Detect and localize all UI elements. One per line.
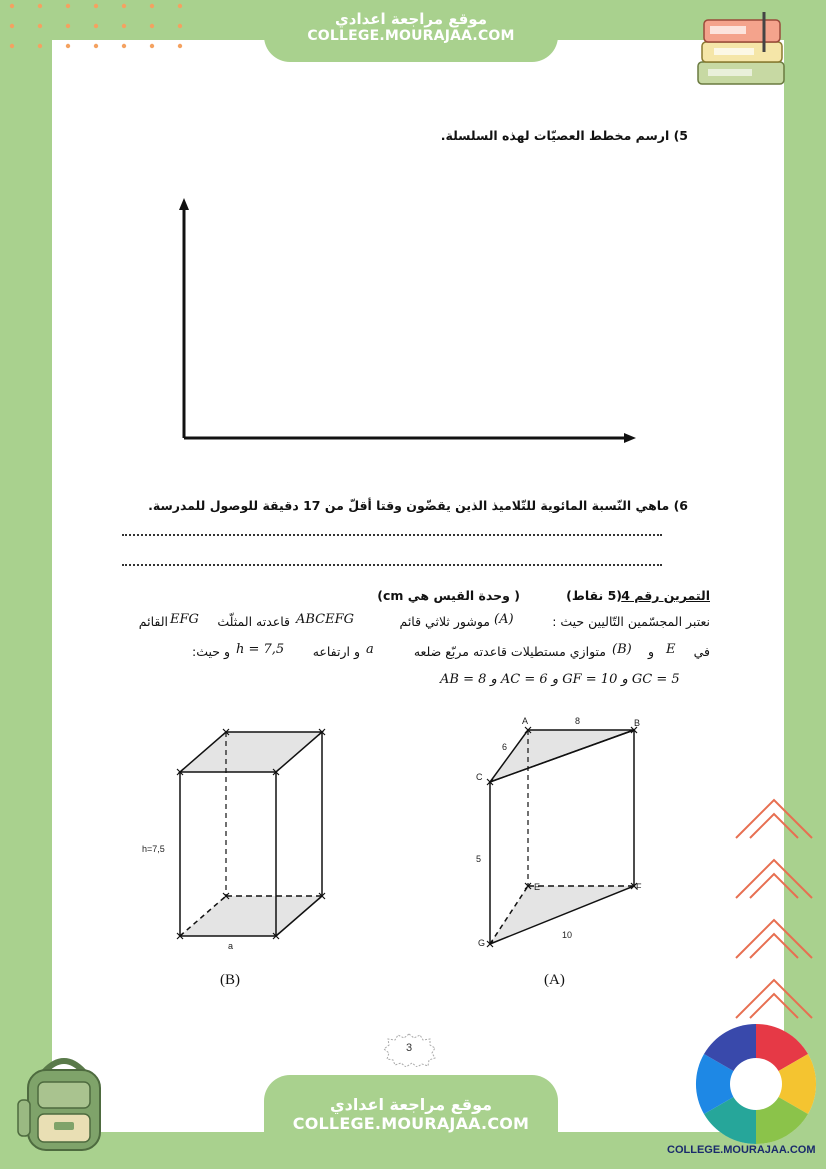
exercise-4-points: (5 نقاط) bbox=[566, 588, 622, 603]
vertex-g-label: G bbox=[478, 938, 486, 948]
figure-b-side-label: a bbox=[228, 941, 234, 951]
vertex-a-label: A bbox=[522, 716, 529, 726]
figure-b-height-label: h=7,5 bbox=[142, 844, 165, 854]
ex4-math-prism: ABCEFG bbox=[296, 612, 355, 627]
decorative-dots bbox=[0, 0, 200, 60]
vertex-e-label: E bbox=[534, 882, 541, 892]
exercise-4-title: التمرين رقم 4 bbox=[621, 588, 710, 603]
figure-b-caption: (B) bbox=[220, 972, 240, 988]
ex4-line1-start: نعتبر المجسّمين التّاليين حيث : bbox=[552, 614, 710, 629]
question-6: 6) ماهي النّسبة المائوية للتّلاميذ الذين يقضّون وقتا أقلّ من 17 دقيقة للوصول للمدرسة. bbox=[148, 498, 688, 513]
ex4-math-E: E bbox=[666, 642, 676, 657]
question-5: 5) ارسم مخطط العصيّات لهذه السلسلة. bbox=[440, 128, 688, 143]
edge-ac-label: 6 bbox=[502, 742, 508, 752]
edge-gf-label: 10 bbox=[562, 930, 573, 940]
figure-b-cuboid bbox=[140, 722, 340, 952]
answer-line-1 bbox=[122, 534, 662, 536]
ex4-line1-tail: القائم bbox=[138, 614, 168, 629]
header-brand bbox=[264, 10, 558, 44]
vertex-f-label: F bbox=[636, 882, 642, 892]
footer-site-url[interactable]: COLLEGE.MOURAJAA.COM bbox=[292, 1114, 530, 1133]
blank-bar-chart-axes bbox=[172, 196, 642, 446]
ex4-line1-end: قاعدته المثلّث bbox=[217, 614, 290, 629]
edge-ab-label: 8 bbox=[575, 716, 581, 726]
edge-gc-label: 5 bbox=[476, 854, 482, 864]
ex4-math-a: a bbox=[366, 642, 374, 657]
vertex-b-label: B bbox=[634, 718, 641, 728]
backpack-icon bbox=[14, 1052, 114, 1156]
page-number: 3 bbox=[405, 1042, 413, 1054]
ex4-line2-height: و ارتفاعه bbox=[312, 644, 360, 659]
decorative-chevrons bbox=[730, 790, 820, 1040]
ex4-math-A: (A) bbox=[494, 612, 514, 627]
ex4-math-tri: EFG bbox=[170, 612, 199, 627]
header-site-name: موقع مراجعة اعدادي bbox=[335, 10, 487, 28]
college-logo-icon bbox=[694, 1022, 818, 1144]
figure-a-caption: (A) bbox=[544, 972, 565, 988]
ex4-line2-end: و حيث: bbox=[192, 644, 230, 659]
footer-site-name: موقع مراجعة اعدادي bbox=[329, 1095, 493, 1114]
ex4-line2-start: في bbox=[693, 644, 710, 659]
answer-line-2 bbox=[122, 564, 662, 566]
books-icon bbox=[694, 12, 790, 96]
vertex-c-label: C bbox=[476, 772, 483, 782]
footer-brand bbox=[264, 1095, 558, 1133]
ex4-math-B: (B) bbox=[612, 642, 632, 657]
ex4-line2-and: و bbox=[647, 644, 654, 659]
ex4-line3-measures: GC = 5 و GF = 10 و AC = 6 و AB = 8 bbox=[440, 672, 680, 687]
figure-a-prism bbox=[470, 716, 650, 956]
footer-logo-text: COLLEGE.MOURAJAA.COM bbox=[667, 1144, 816, 1156]
exercise-4-unit-note: ( وحدة القيس هي cm) bbox=[377, 588, 520, 603]
ex4-line1-mid: موشور ثلاثي قائم bbox=[399, 614, 490, 629]
y-axis-arrow-icon bbox=[179, 198, 189, 210]
ex4-math-h: h = 7,5 bbox=[236, 642, 285, 657]
header-site-url[interactable]: COLLEGE.MOURAJAA.COM bbox=[307, 28, 515, 44]
x-axis-arrow-icon bbox=[624, 433, 636, 443]
ex4-line2-mid: متوازي مستطيلات قاعدته مربّع ضلعه bbox=[413, 644, 606, 659]
